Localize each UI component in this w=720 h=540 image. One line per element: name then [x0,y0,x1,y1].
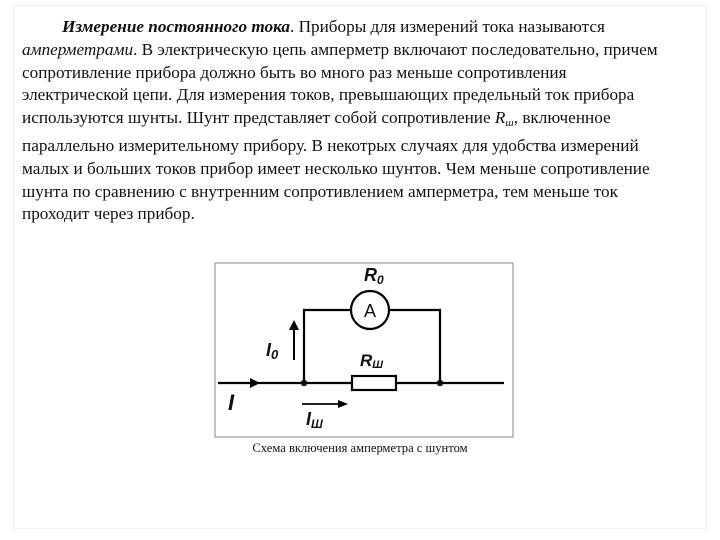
label-r0-letter: R [364,265,377,285]
text-part-3: , включенное параллельно измерительному прибору. В некотрых случаях для удобства измерений малых и больших токов прибор имеет несколько шунтов. Чем меньше сопротивление шунта по сравнению с внутренним сопротивлением амперметра, тем меньше ток проходит через прибор. [22,108,650,224]
input-arrow [250,378,260,388]
shunt-resistor [352,376,396,390]
label-rsh-sub: Ш [372,359,384,371]
ammeter-letter: A [363,301,377,321]
term-ammeters: амперметрами [22,39,134,59]
label-rsh-letter: R [360,351,373,370]
ish-arrow-head [338,400,348,408]
text-part-1: . Приборы для измерений тока называются [289,17,605,36]
diagram-caption: Схема включения амперметра с шунтом [252,441,468,455]
shunt-symbol-subscript: ш [505,117,514,130]
ammeter-branch-wire [304,310,351,383]
circuit-diagram [214,262,514,438]
heading-term: Измерение постоянного тока [62,17,290,36]
label-ish [306,409,323,431]
label-r0 [364,265,384,287]
label-i: I [228,390,235,415]
label-r0-sub: 0 [377,273,384,287]
label-ish-sub: Ш [311,417,323,431]
label-rsh [360,351,383,371]
ammeter-branch-wire-right [389,310,440,383]
shunt-symbol [494,108,514,130]
label-i0 [266,340,279,362]
junction-left [301,380,307,386]
diagram-border [215,263,513,437]
body-paragraph [22,16,672,226]
label-i0-letter: I [266,340,272,360]
text-part-2: . В электрическую цепь амперметр включают последовательно, причем сопротивление прибора должно быть во много раз меньше сопротивления электрической цепи. Для измерения токов, превышающих предельный ток прибора используются шунты. Шунт представляет собой сопротивление [22,39,658,128]
shunt-symbol-letter: R [494,108,506,128]
label-i0-sub: 0 [271,347,279,362]
junction-right [437,380,443,386]
label-ish-letter: I [306,409,312,429]
i0-arrow-head [289,320,299,330]
